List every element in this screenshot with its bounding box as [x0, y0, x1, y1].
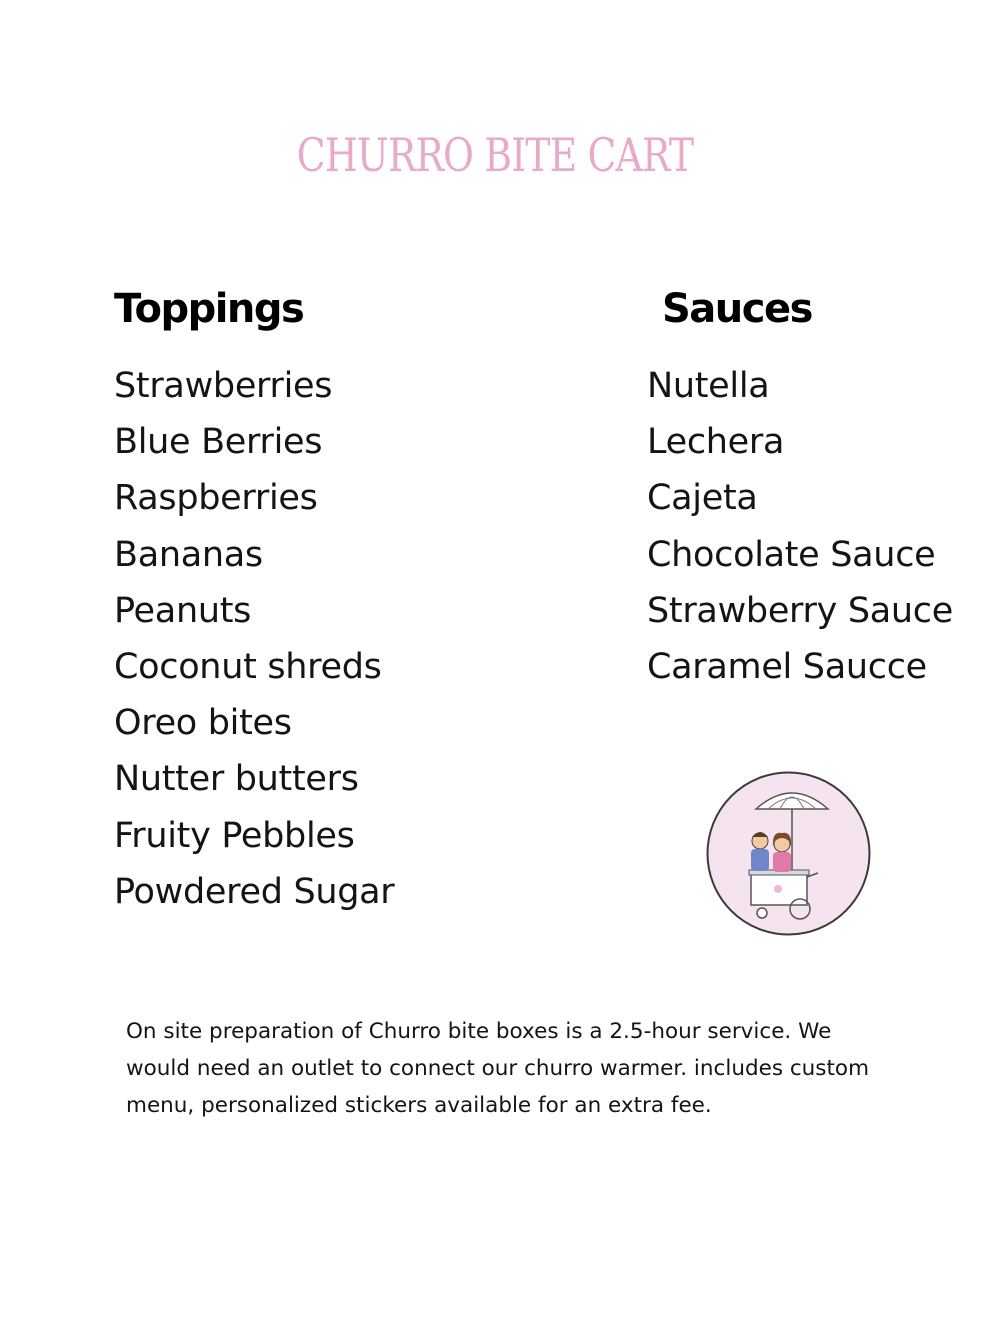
- sauce-item: Lechera: [647, 422, 785, 463]
- page-title: CHURRO BITE CART: [296, 128, 694, 182]
- sauce-item: Chocolate Sauce: [647, 534, 936, 575]
- sauce-item: Caramel Saucce: [647, 646, 927, 687]
- topping-item: Powdered Sugar: [114, 871, 395, 912]
- service-note: On site preparation of Churro bite boxes is a 2.5-hour service. We would need an outlet to connect our churro warmer. includes custom menu, personalized stickers available for an extra fee.: [126, 1019, 870, 1118]
- topping-item: Fruity Pebbles: [114, 815, 355, 856]
- sauce-item: Cajeta: [647, 478, 758, 519]
- sauce-item: Nutella: [647, 366, 770, 406]
- sauce-item: Strawberry Sauce: [647, 590, 953, 631]
- topping-item: Raspberries: [114, 478, 318, 519]
- sauces-list: [647, 362, 953, 699]
- topping-item: Bananas: [114, 534, 263, 575]
- topping-item: Oreo bites: [114, 703, 292, 744]
- toppings-heading: Toppings: [114, 286, 304, 332]
- sauces-heading: Sauces: [662, 286, 812, 332]
- toppings-list: [114, 362, 394, 924]
- topping-item: Nutter butters: [114, 759, 359, 800]
- topping-item: Blue Berries: [114, 422, 323, 463]
- topping-item: Strawberries: [114, 366, 333, 406]
- churro-cart-logo-icon: [706, 771, 871, 936]
- topping-item: Peanuts: [114, 590, 252, 631]
- topping-item: Coconut shreds: [114, 646, 382, 687]
